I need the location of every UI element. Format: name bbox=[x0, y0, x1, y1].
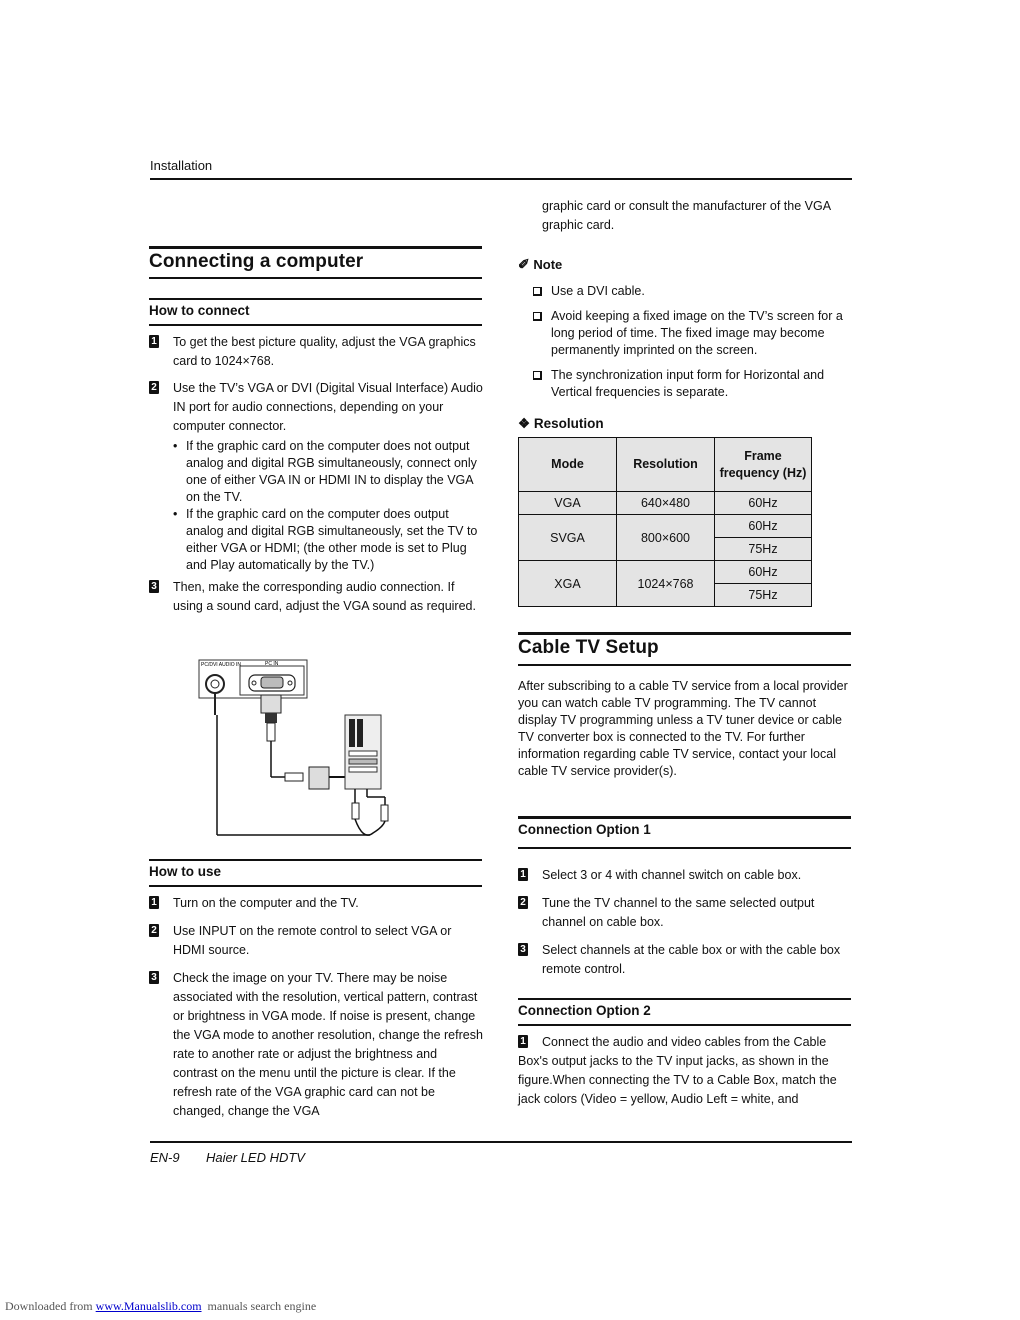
connect-step-2-bullets bbox=[149, 438, 484, 574]
checkbox-bullet-icon bbox=[533, 312, 542, 321]
note-item: Use a DVI cable. bbox=[533, 283, 851, 300]
step-text: Select 3 or 4 with channel switch on cable box. bbox=[542, 868, 802, 882]
table-row bbox=[519, 515, 812, 538]
product-name: Haier LED HDTV bbox=[206, 1150, 305, 1165]
connect-step-1 bbox=[149, 333, 484, 371]
column-header: Frame frequency (Hz) bbox=[715, 438, 812, 492]
table-row bbox=[519, 492, 812, 515]
audio-in-label: PC/DVI AUDIO IN bbox=[201, 662, 242, 668]
note-item: Avoid keeping a fixed image on the TV’s screen for a long period of time. The fixed image may become permanently imprinted on the screen. bbox=[533, 308, 851, 359]
frequency-cell: 60Hz bbox=[715, 515, 812, 538]
use-step-1 bbox=[149, 894, 484, 913]
frequency-cell: 60Hz bbox=[715, 492, 812, 515]
frequency-cell: 75Hz bbox=[715, 538, 812, 561]
resolution-cell: 800×600 bbox=[617, 515, 715, 561]
bullet-item: • If the graphic card on the computer does not output analog and digital RGB simultaneously, connect only one of either VGA IN or HDMI IN to display the VGA on the TV. bbox=[186, 438, 484, 506]
subhead-rule-bottom bbox=[149, 885, 482, 887]
option1-step-2 bbox=[518, 894, 852, 932]
step-number-icon: 1 bbox=[149, 335, 159, 348]
option-2-step-1 bbox=[518, 1033, 852, 1109]
option1-step-1 bbox=[518, 866, 852, 885]
manualslib-link[interactable]: www.Manualslib.com bbox=[95, 1299, 202, 1313]
subheading-how-to-use: How to use bbox=[149, 864, 222, 879]
note-item: The synchronization input form for Horizontal and Vertical frequencies is separate. bbox=[533, 367, 851, 401]
frequency-cell: 75Hz bbox=[715, 584, 812, 607]
diamond-bullet-icon: ❖ bbox=[518, 416, 531, 431]
column-header: Mode bbox=[519, 438, 617, 492]
option-1-steps bbox=[518, 866, 852, 979]
resolution-heading-label: Resolution bbox=[533, 416, 604, 431]
step-number-icon: 3 bbox=[518, 943, 528, 956]
continued-text: graphic card or consult the manufacturer of the VGA graphic card. bbox=[542, 199, 831, 232]
subhead-rule-top bbox=[518, 816, 851, 819]
option1-step-3 bbox=[518, 941, 852, 979]
step-text: To get the best picture quality, adjust the VGA graphics card to 1024×768. bbox=[173, 335, 476, 368]
step-number-icon: 2 bbox=[149, 924, 159, 937]
pencil-icon: ✐ bbox=[518, 256, 530, 272]
column-header: Resolution bbox=[617, 438, 715, 492]
mode-cell: VGA bbox=[519, 492, 617, 515]
page-number: EN-9 bbox=[150, 1150, 180, 1165]
section-title-connecting-computer: Connecting a computer bbox=[149, 251, 364, 272]
step-number-icon: 1 bbox=[149, 896, 159, 909]
step-text: Tune the TV channel to the same selected output channel on cable box. bbox=[542, 896, 815, 929]
subhead-rule-bottom bbox=[518, 1024, 851, 1026]
note-heading bbox=[518, 256, 562, 273]
checkbox-bullet-icon bbox=[533, 371, 542, 380]
connection-diagram-illustration bbox=[195, 655, 395, 840]
step-text: Select channels at the cable box or with the cable box remote control. bbox=[542, 943, 841, 976]
bullet-item: • If the graphic card on the computer does output analog and digital RGB simultaneously, set the TV to either VGA or HDMI; (the other mode is set to Plug and Play automatically by the TV.) bbox=[186, 506, 484, 574]
resolution-heading bbox=[518, 416, 604, 432]
step-text: Use INPUT on the remote control to select VGA or HDMI source. bbox=[173, 924, 452, 957]
title-rule-top bbox=[518, 632, 851, 635]
step-text: Check the image on your TV. There may be noise associated with the resolution, vertical pattern, contrast or brightness in VGA mode. If noise is present, change the VGA mode to another resolution, change the refresh rate to another rate or adjust the brightness and contrast on the menu until the picture is clear. If the refresh rate of the VGA graphic card can not be changed, change the VGA bbox=[173, 971, 483, 1118]
how-to-use-steps bbox=[149, 894, 484, 1121]
note-list bbox=[533, 283, 851, 401]
how-to-connect-steps bbox=[149, 333, 484, 616]
table-header-row bbox=[519, 438, 812, 492]
step-number-icon: 2 bbox=[518, 896, 528, 909]
step-number-icon: 2 bbox=[149, 381, 159, 394]
step-number-icon: 1 bbox=[518, 868, 528, 881]
step-number-icon: 3 bbox=[149, 971, 159, 984]
subhead-rule-bottom bbox=[518, 847, 851, 849]
download-notice: Downloaded from www.Manualslib.com manuals search engine bbox=[5, 1299, 317, 1313]
header-rule bbox=[150, 178, 852, 180]
title-rule-top bbox=[149, 246, 482, 249]
step-text: Then, make the corresponding audio connection. If using a sound card, adjust the VGA sound as required. bbox=[173, 580, 476, 613]
use-step-2 bbox=[149, 922, 484, 960]
running-header: Installation bbox=[150, 158, 213, 173]
subhead-rule-top bbox=[149, 859, 482, 861]
resolution-cell: 1024×768 bbox=[617, 561, 715, 607]
section-title-cable-tv-setup: Cable TV Setup bbox=[518, 637, 659, 658]
resolution-table bbox=[518, 437, 812, 607]
use-step-3 bbox=[149, 969, 484, 1121]
subhead-rule-bottom bbox=[149, 324, 482, 326]
subhead-rule-top bbox=[149, 298, 482, 300]
subheading-connection-option-1: Connection Option 1 bbox=[518, 822, 651, 837]
subheading-connection-option-2: Connection Option 2 bbox=[518, 1003, 651, 1018]
table-row bbox=[519, 561, 812, 584]
mode-cell: SVGA bbox=[519, 515, 617, 561]
pc-connection-diagram bbox=[195, 655, 395, 840]
note-heading-label: Note bbox=[533, 257, 563, 272]
connect-step-2 bbox=[149, 379, 484, 436]
checkbox-bullet-icon bbox=[533, 287, 542, 296]
title-rule-bottom bbox=[149, 277, 482, 279]
footer-rule bbox=[150, 1141, 852, 1143]
step-number-icon: 3 bbox=[149, 580, 159, 593]
cable-intro-text: After subscribing to a cable TV service from a local provider you can watch cable TV programming. The TV cannot display TV programming unless a TV tuner device or cable TV converter box is connected to the TV. For further information regarding cable TV service, contact your local cable TV service provider(s). bbox=[518, 679, 848, 778]
pc-in-label: PC IN bbox=[265, 661, 279, 667]
frequency-cell: 60Hz bbox=[715, 561, 812, 584]
subhead-rule-top bbox=[518, 998, 851, 1000]
title-rule-bottom bbox=[518, 664, 851, 666]
step-text: Turn on the computer and the TV. bbox=[173, 896, 359, 910]
subheading-how-to-connect: How to connect bbox=[149, 303, 250, 318]
step-text: Use the TV’s VGA or DVI (Digital Visual Interface) Audio IN port for audio connections, depending on your computer connector. bbox=[173, 381, 483, 433]
step-text: Connect the audio and video cables from the Cable Box's output jacks to the TV input jacks, as shown in the figure.When connecting the TV to a Cable Box, match the jack colors (Video = yellow, Audio Left = white, and bbox=[518, 1035, 837, 1106]
resolution-cell: 640×480 bbox=[617, 492, 715, 515]
connect-step-3 bbox=[149, 578, 484, 616]
mode-cell: XGA bbox=[519, 561, 617, 607]
step-number-icon: 1 bbox=[518, 1035, 528, 1048]
